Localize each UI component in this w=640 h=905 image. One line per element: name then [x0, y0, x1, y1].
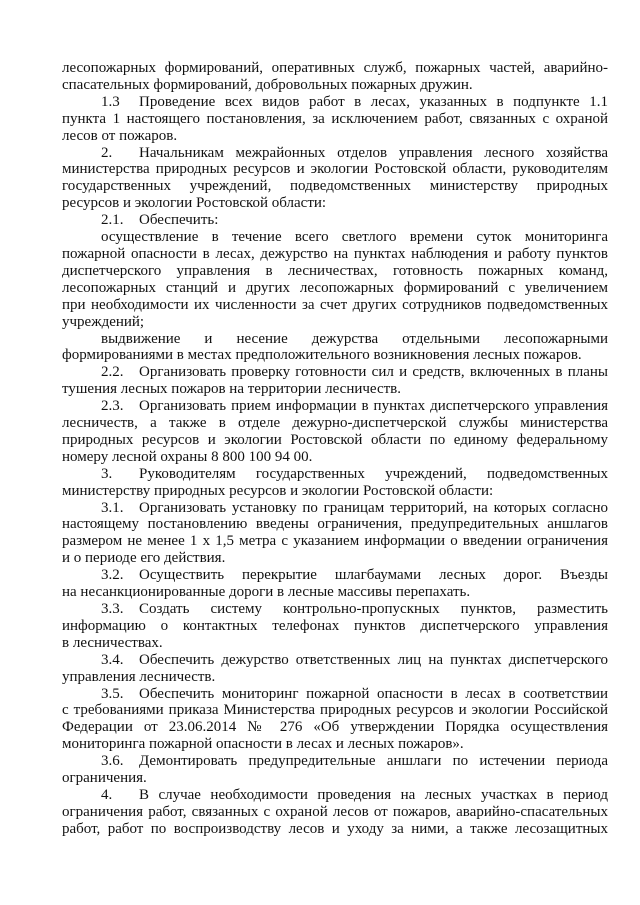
line-text: Демонтировать предупредительные аншлаги по истечении периода	[139, 753, 608, 770]
text-line: лесничеств, а также в отделе дежурно-диспетчерской службы министерства	[62, 415, 608, 432]
text-line: лесопожарных формирований, оперативных служб, пожарных частей, аварийно-	[62, 60, 608, 76]
paragraph	[62, 686, 608, 754]
paragraph-number: 1.3	[101, 93, 120, 110]
text-line: лесов от пожаров.	[62, 127, 178, 144]
line-text: В случае необходимости проведения на лесных участках в период	[139, 786, 608, 803]
paragraph	[62, 567, 608, 601]
text-line: пункта 1 настоящего постановления, за исключением работ, связанных с охраной	[62, 110, 608, 127]
text-line: ограничения.	[62, 770, 147, 787]
text-line: формированиями в местах предположительного возникновения лесных пожаров.	[62, 347, 582, 364]
text-line	[62, 686, 608, 703]
paragraph	[62, 466, 608, 500]
text-line: работ, работ по воспроизводству лесов и уходу за ними, а также лесозащитных	[62, 820, 608, 837]
paragraph-number: 3.6.	[101, 753, 124, 770]
text-line: информацию о контактных телефонах пунктов диспетчерского управления	[62, 617, 608, 634]
paragraph-number: 2.2.	[101, 364, 124, 381]
text-line: мониторинга пожарной опасности в лесах и лесных пожаров».	[62, 736, 464, 753]
document-body	[62, 60, 608, 838]
text-line	[62, 364, 608, 381]
paragraph-number: 3.	[101, 465, 113, 482]
paragraph	[62, 364, 608, 398]
line-text: Обеспечить:	[139, 212, 219, 229]
paragraph-number: 2.1.	[101, 212, 124, 229]
paragraph-number: 4.	[101, 786, 113, 803]
text-line: ограничения работ, связанных с охраной лесов от пожаров, аварийно-спасательных	[62, 803, 608, 820]
line-text: Руководителям государственных учреждений, подведомственных	[139, 465, 608, 482]
paragraph-number: 3.2.	[101, 567, 124, 584]
text-line: спасательных формирований, добровольных пожарных дружин.	[62, 76, 473, 93]
line-text: Обеспечить дежурство ответственных лиц на пунктах диспетчерского	[139, 651, 608, 668]
paragraph	[62, 500, 608, 568]
line-text: Проведение всех видов работ в лесах, указанных в подпункте 1.1	[139, 93, 608, 110]
text-line	[62, 94, 608, 111]
text-line: с требованиями приказа Министерства природных ресурсов и экологии Российской	[62, 702, 608, 719]
text-line: министерству природных ресурсов и экологии Ростовской области:	[62, 482, 494, 499]
paragraph-number: 3.5.	[101, 685, 124, 702]
text-line: номеру лесной охраны 8 800 100 94 00.	[62, 448, 313, 465]
text-line: осуществление в течение всего светлого времени суток мониторинга	[101, 229, 608, 246]
text-line: в лесничествах.	[62, 634, 163, 651]
paragraph-number: 2.3.	[101, 398, 124, 415]
paragraph	[62, 145, 608, 213]
paragraph-number: 2.	[101, 144, 113, 161]
paragraph-number: 3.1.	[101, 499, 124, 516]
text-line	[62, 753, 608, 770]
text-line	[62, 500, 608, 517]
text-line: ресурсов и экологии Ростовской области:	[62, 195, 327, 212]
line-text: Обеспечить мониторинг пожарной опасности в лесах в соответствии	[139, 685, 608, 702]
text-line: при необходимости их численности за счет других сотрудников подведомственных	[62, 296, 608, 313]
text-line	[62, 601, 608, 618]
line-text: Организовать прием информации в пунктах диспетчерского управления	[139, 398, 608, 415]
paragraph	[62, 94, 608, 145]
text-line: министерства природных ресурсов и экологии Ростовской области, руководителям	[62, 161, 608, 178]
text-line: диспетчерского управления в лесничествах, готовность пожарных команд,	[62, 262, 608, 279]
text-line: и о периоде его действия.	[62, 550, 226, 567]
text-line	[62, 787, 608, 804]
text-line: управления лесничеств.	[62, 668, 216, 685]
text-line: выдвижение и несение дежурства отдельными лесопожарными	[101, 330, 608, 347]
text-line: пожарной опасности в лесах, дежурство на пунктах наблюдения и работу пунктов	[62, 245, 608, 262]
line-text: Создать систему контрольно-пропускных пунктов, разместить	[139, 601, 608, 617]
text-line: государственных учреждений, подведомственных министерству природных	[62, 178, 608, 195]
text-line: Федерации от 23.06.2014 № 276 «Об утверждении Порядка осуществления	[62, 719, 608, 736]
paragraph	[62, 753, 608, 787]
text-line: природных ресурсов и экологии Ростовской области по единому федеральному	[62, 431, 608, 448]
text-line	[62, 466, 608, 483]
paragraph	[62, 787, 608, 838]
line-text: Организовать установку по границам территорий, на которых согласно	[139, 499, 608, 516]
paragraph	[62, 601, 608, 652]
paragraph	[62, 398, 608, 466]
text-line: размером не менее 1 х 1,5 метра с указанием информации о введении ограничения	[62, 533, 608, 550]
text-line: на несанкционированные дороги в лесные массивы перепахать.	[62, 584, 471, 601]
text-line: учреждений;	[62, 313, 145, 330]
text-line: лесопожарных станций и других лесопожарных формирований с увеличением	[62, 279, 608, 296]
text-line: настоящему постановлению введены ограничения, предупредительных аншлагов	[62, 516, 608, 533]
paragraph	[62, 652, 608, 686]
text-line	[62, 567, 608, 584]
text-line	[62, 145, 608, 162]
line-text: Организовать проверку готовности сил и средств, включенных в планы	[139, 364, 608, 381]
text-line	[62, 212, 608, 229]
paragraph	[62, 331, 608, 365]
line-text: Начальникам межрайонных отделов управления лесного хозяйства	[139, 144, 608, 161]
paragraph-number: 3.3.	[101, 601, 124, 617]
paragraph	[62, 212, 608, 229]
paragraph-number: 3.4.	[101, 651, 124, 668]
paragraph	[62, 229, 608, 330]
paragraph	[62, 60, 608, 94]
text-line	[62, 652, 608, 669]
text-line: тушения лесных пожаров на территории лесничеств.	[62, 381, 401, 398]
text-line	[62, 398, 608, 415]
line-text: Осуществить перекрытие шлагбаумами лесных дорог. Въезды	[139, 567, 608, 584]
